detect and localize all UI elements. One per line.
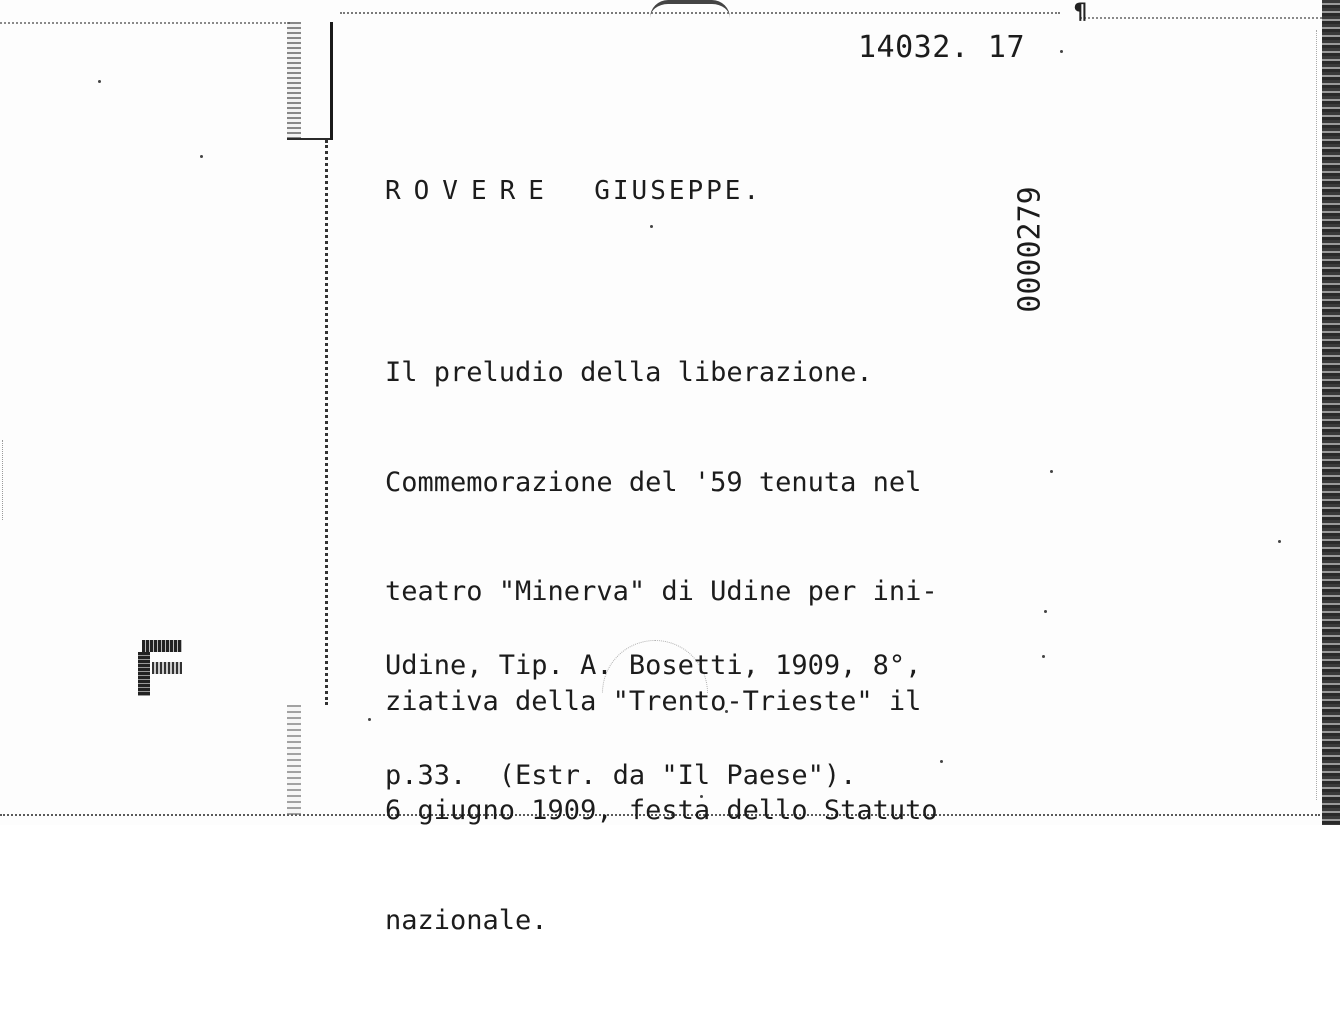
- title-line: Commemorazione del '59 tenuta nel: [385, 466, 922, 498]
- title-line: 6 giugno 1909, festa dello Statuto: [385, 795, 938, 826]
- scan-edge-top-right: [1080, 17, 1330, 19]
- catalog-number: 14032. 17: [858, 30, 1026, 65]
- scan-top-mark: [650, 0, 730, 18]
- speck: [650, 225, 653, 228]
- scan-edge-right: [1322, 0, 1340, 825]
- author-heading: [385, 176, 762, 206]
- scan-edge-right-faint: [1316, 30, 1317, 800]
- card-left-edge-upper: [330, 22, 333, 140]
- speck: [1060, 50, 1063, 53]
- speck: [368, 718, 371, 721]
- scan-edge-top-left: [0, 22, 290, 24]
- speck: [1278, 540, 1281, 543]
- speck: [98, 80, 101, 83]
- card-tab-upper: [287, 22, 301, 140]
- imprint-line: p.33. (Estr. da "Il Paese").: [385, 759, 857, 791]
- stamp-mark: [138, 638, 184, 696]
- card-tab-lower: [287, 705, 301, 815]
- card-left-edge-lower: [325, 140, 328, 705]
- author-given-name: GIUSEPPE.: [594, 176, 763, 206]
- title-line: nazionale.: [385, 904, 548, 936]
- title-line: Il preludio della liberazione.: [385, 357, 873, 388]
- imprint-line: Udine, Tip. A. Bosetti, 1909, 8°,: [385, 650, 922, 681]
- scan-top-glyph: ¶: [1074, 0, 1088, 25]
- inventory-number: 0000279: [1012, 186, 1048, 313]
- title-line: teatro "Minerva" di Udine per ini-: [385, 576, 938, 607]
- speck: [200, 155, 203, 158]
- title-line: ziativa della "Trento-Trieste" il: [385, 685, 922, 717]
- imprint-block: [385, 575, 1045, 867]
- scan-edge-left: [2, 440, 3, 520]
- author-surname: ROVERE: [385, 176, 557, 206]
- speck: [1050, 470, 1053, 473]
